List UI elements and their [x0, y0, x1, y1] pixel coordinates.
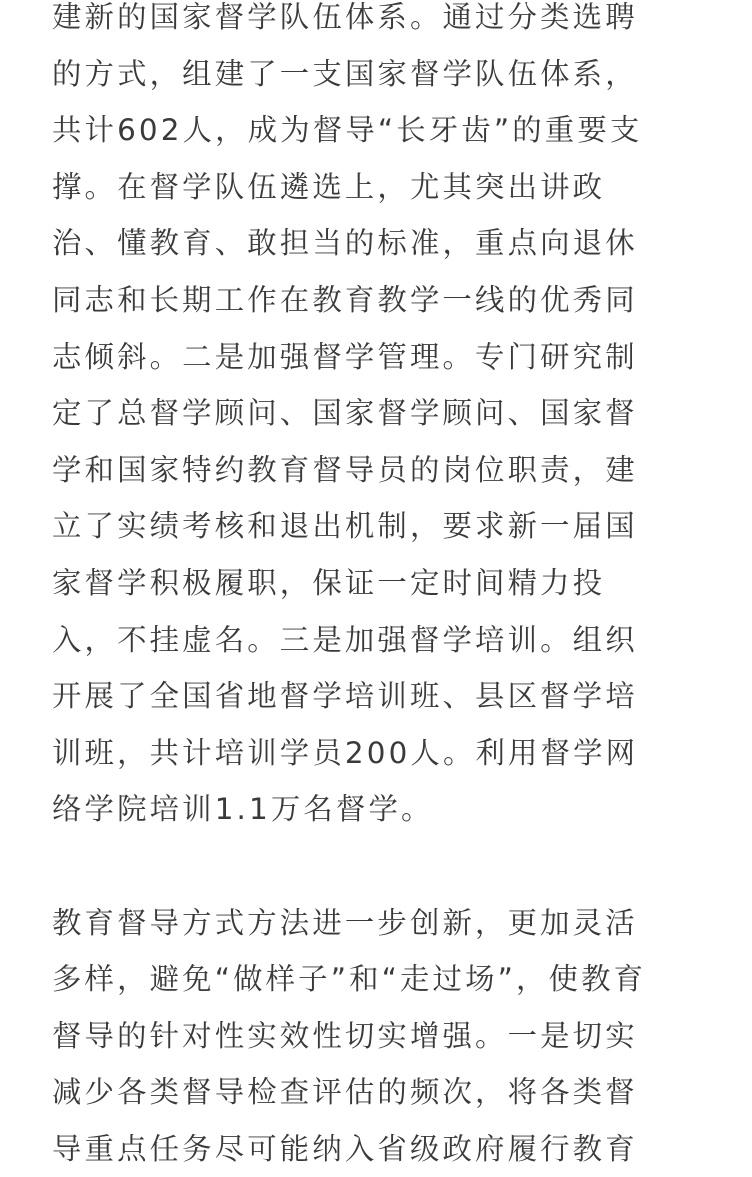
text-line: 的方式，组建了一支国家督学队伍体系， — [52, 46, 702, 103]
text-line: 教育督导方式方法进一步创新，更加灵活 — [52, 895, 702, 952]
text-line: 共计602人，成为督导“长牙齿”的重要支 — [52, 102, 702, 159]
text-line: 同志和长期工作在教育教学一线的优秀同 — [52, 272, 702, 329]
paragraph-supervisor-team — [52, 0, 702, 838]
text-line: 定了总督学顾问、国家督学顾问、国家督 — [52, 385, 702, 442]
text-line: 志倾斜。二是加强督学管理。专门研究制 — [52, 329, 702, 386]
text-line: 减少各类督导检查评估的频次，将各类督 — [52, 1064, 702, 1121]
paragraph-supervision-methods — [52, 895, 702, 1177]
text-line: 训班，共计培训学员200人。利用督学网 — [52, 725, 702, 782]
text-line: 开展了全国省地督学培训班、县区督学培 — [52, 668, 702, 725]
text-line: 学和国家特约教育督导员的岗位职责，建 — [52, 442, 702, 499]
text-line: 多样，避免“做样子”和“走过场”，使教育 — [52, 951, 702, 1008]
text-line: 撑。在督学队伍遴选上，尤其突出讲政 — [52, 159, 702, 216]
text-line: 立了实绩考核和退出机制，要求新一届国 — [52, 498, 702, 555]
article-body — [52, 0, 702, 1177]
text-line: 督导的针对性实效性切实增强。一是切实 — [52, 1008, 702, 1065]
text-line: 治、懂教育、敢担当的标准，重点向退休 — [52, 215, 702, 272]
text-line: 家督学积极履职，保证一定时间精力投 — [52, 555, 702, 612]
text-line: 入，不挂虚名。三是加强督学培训。组织 — [52, 612, 702, 669]
text-line: 络学院培训1.1万名督学。 — [52, 781, 702, 838]
text-line: 建新的国家督学队伍体系。通过分类选聘 — [52, 0, 702, 46]
text-line: 导重点任务尽可能纳入省级政府履行教育 — [52, 1121, 702, 1177]
paragraph-spacer — [52, 838, 702, 895]
